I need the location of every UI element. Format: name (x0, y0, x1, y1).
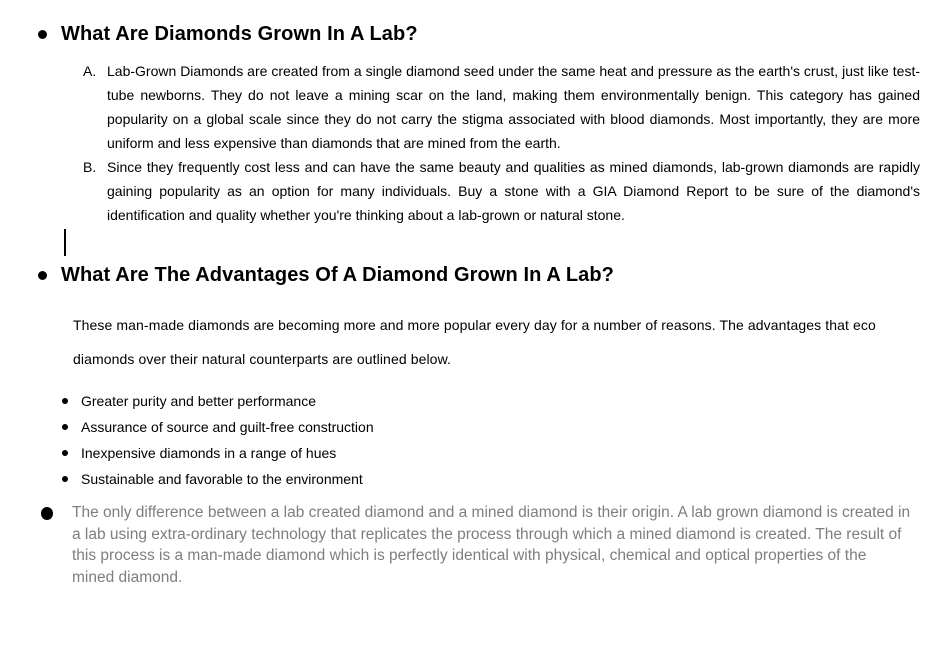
list-item-marker: A. (83, 63, 97, 79)
list-item-text: Sustainable and favorable to the environment (81, 471, 363, 487)
list-item-text: Greater purity and better performance (81, 393, 317, 409)
bullet-icon (38, 30, 47, 39)
list-item-text: Assurance of source and guilt-free construction (81, 419, 374, 435)
list-item (83, 59, 948, 155)
list-item (0, 466, 948, 492)
empty-line[interactable] (0, 227, 948, 263)
note-paragraph-text: The only difference between a lab created diamond and a mined diamond is their origin. A lab grown diamond is created in a lab using extra-ordinary technology that replicates the process through which a mined diamond is created. The result of this process is a man-made diamond which is perfectly identical with physical, chemical and optical properties of the mined diamond. (72, 504, 911, 586)
section1-heading: What Are Diamonds Grown In A Lab? (61, 23, 418, 45)
bullet-icon (38, 271, 47, 280)
bullet-icon (62, 476, 68, 482)
text-cursor (64, 229, 66, 256)
list-item (0, 388, 948, 414)
bullet-icon (62, 450, 68, 456)
list-item-text: Lab-Grown Diamonds are created from a single diamond seed under the same heat and pressure as the earth's crust, just like test-tube newborns. They do not leave a mining scar on the land, making them environmentally benign. This category has gained popularity on a global scale since they do not carry the stigma associated with blood diamonds. Most importantly, they are more uniform and less expensive than diamonds that are mined from the earth. (107, 63, 920, 151)
section2-heading: What Are The Advantages Of A Diamond Grown In A Lab? (61, 264, 615, 286)
list-item (0, 440, 948, 466)
list-item-text: Since they frequently cost less and can have the same beauty and qualities as mined diamonds, lab-grown diamonds are rapidly gaining popularity as an option for many individuals. Buy a stone with a GIA Diamond Report to be sure of the diamond's identification and quality whether you're thinking about a lab-grown or natural stone. (107, 159, 920, 223)
intro-paragraph: These man-made diamonds are becoming more and more popular every day for a number of reasons. The advantages that eco diamonds over their natural counterparts are outlined below. (73, 317, 876, 367)
list-item (0, 414, 948, 440)
list-item (83, 155, 948, 227)
bullet-icon (62, 398, 68, 404)
lettered-list (0, 59, 948, 227)
advantages-list (0, 388, 948, 492)
list-item-text: Inexpensive diamonds in a range of hues (81, 445, 337, 461)
section2-heading-row (0, 263, 948, 287)
note-paragraph-row (0, 502, 948, 588)
bullet-icon (62, 424, 68, 430)
list-item-marker: B. (83, 159, 97, 175)
bullet-icon (41, 507, 53, 520)
section1-heading-row (0, 22, 948, 46)
